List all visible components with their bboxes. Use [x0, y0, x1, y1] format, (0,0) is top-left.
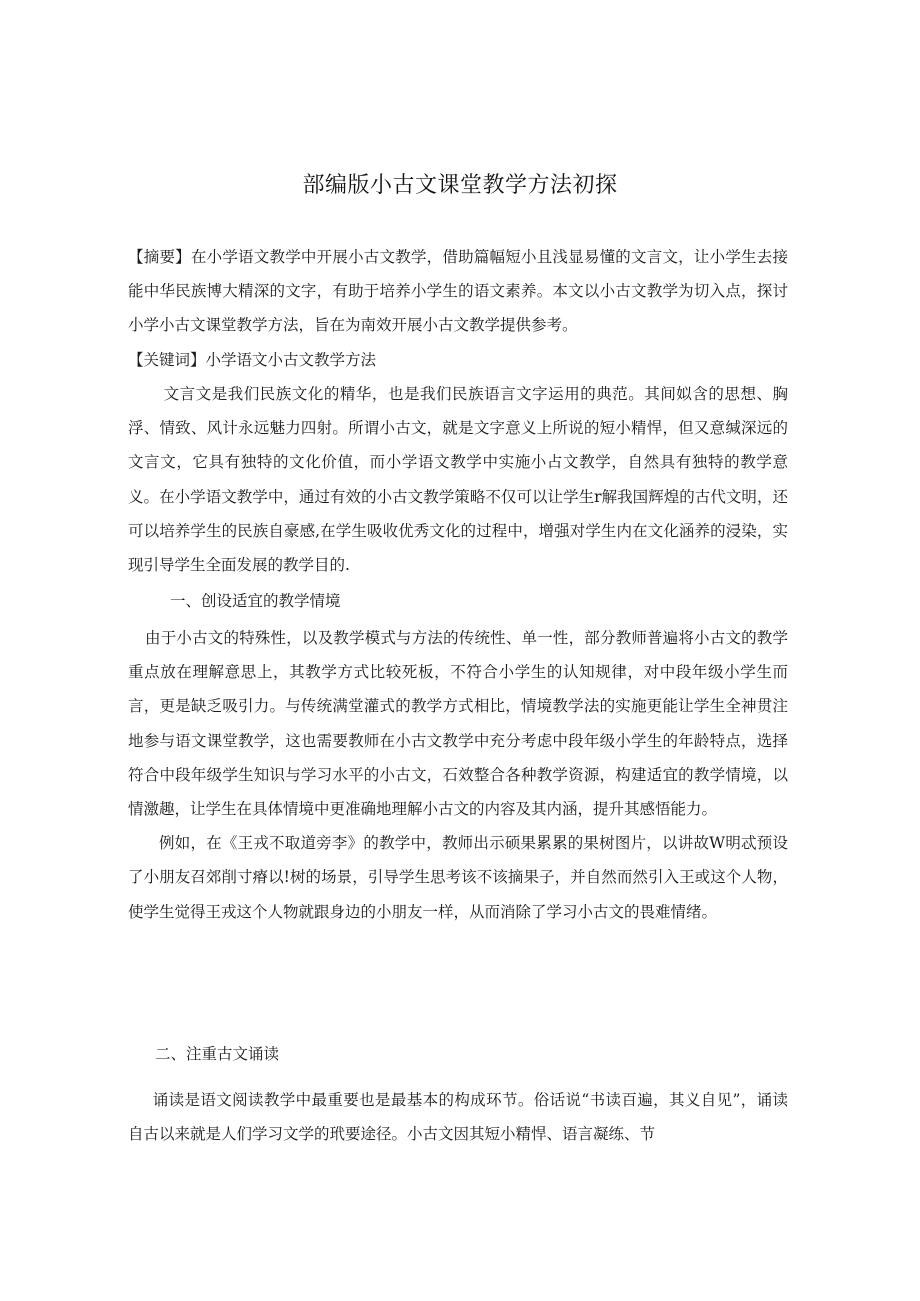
- section2-block: [128, 1083, 788, 1151]
- section2-heading: 二、注重古文诵读: [155, 1045, 280, 1063]
- section1-paragraph2: 例如，在《王戎不取道旁李》的教学中，教师出示硕果累累的果树图片，以讲故W明忒预设了小朋友召郊削寸瘠以!树的场景，引导学生思考该不该摘果子，并自然而然引入王或这个人物，使学生觉得王戎这个人物就跟身边的小朋友一样，从而消除了学习小古文的畏难情绪。: [128, 834, 788, 921]
- intro-paragraph: 文言文是我们民族文化的精华，也是我们民族语言文字运用的典范。其间姒含的思想、胸浮、情致、风计永远魅力四射。所谓小古文，就是文字意义上所说的短小精悍，但又意缄深远的文言文，它具有独特的文化价值，而小学语文教学中实施小占文教学，自然具有独特的教学意义。在小学语文教学中，通过有效的小古文教学策略不仅可以让学生r解我国辉煌的古代文明，还可以培养学生的民族自豪感,在学生吸收优秀文化的过程中，增强对学生内在文化涵养的浸染，实现引导学生全面发展的教学目的.: [128, 385, 788, 575]
- abstract-label: 【摘要】: [128, 248, 191, 266]
- keywords-paragraph: [128, 343, 788, 377]
- keywords-text: 小学语文小古文教学方法: [205, 350, 377, 369]
- document-title: 部编版小古文课堂教学方法初探: [302, 173, 618, 198]
- intro-block: [128, 377, 788, 582]
- section1-heading: 一、创设适宜的教学情境: [170, 592, 341, 610]
- section2-paragraph1: 诵读是语文阅读教学中最重要也是最基本的构成环节。俗话说“书读百遍，其义自见”，诵读自古以来就是人们学习文学的玳要途径。小古文因其短小精悍、语言凝练、节: [128, 1091, 788, 1144]
- section1-block: [128, 621, 788, 929]
- abstract-text: 在小学语文教学中开展小古文教学，借助篇幅短小且浅显易懂的文言文，让小学生去接能中华民族博大精深的文字，有助于培养小学生的语文素养。本文以小古文教学为切入点，探讨小学小古文课堂教学方法，旨在为南效开展小古文教学提供参考。: [128, 248, 788, 335]
- abstract-paragraph: [128, 240, 788, 343]
- keywords-label: 【关键词】: [128, 350, 206, 369]
- section1-paragraph1: 由于小古文的特殊性，以及教学模式与方法的传统性、单一性，部分教师普遍将小古文的教学重点放在理解意思上，其教学方式比较死板，不符合小学生的认知规律，对中段年级小学生而言，更是缺乏吸引力。与传统满堂灌式的教学方式相比，情境教学法的实施更能让学生全神贯注地参与语文课堂教学，这也需要教师在小古文教学中充分考虑中段年级小学生的年龄特点，选择符合中段年级学生知识与学习水平的小古文，石效整合各种教学资源，构建适宜的教学情境，以情激趣，让学生在具体情境中更准确地理解小古文的内容及其内涵，提升其感悟能力。: [128, 629, 788, 819]
- abstract-block: [128, 240, 788, 377]
